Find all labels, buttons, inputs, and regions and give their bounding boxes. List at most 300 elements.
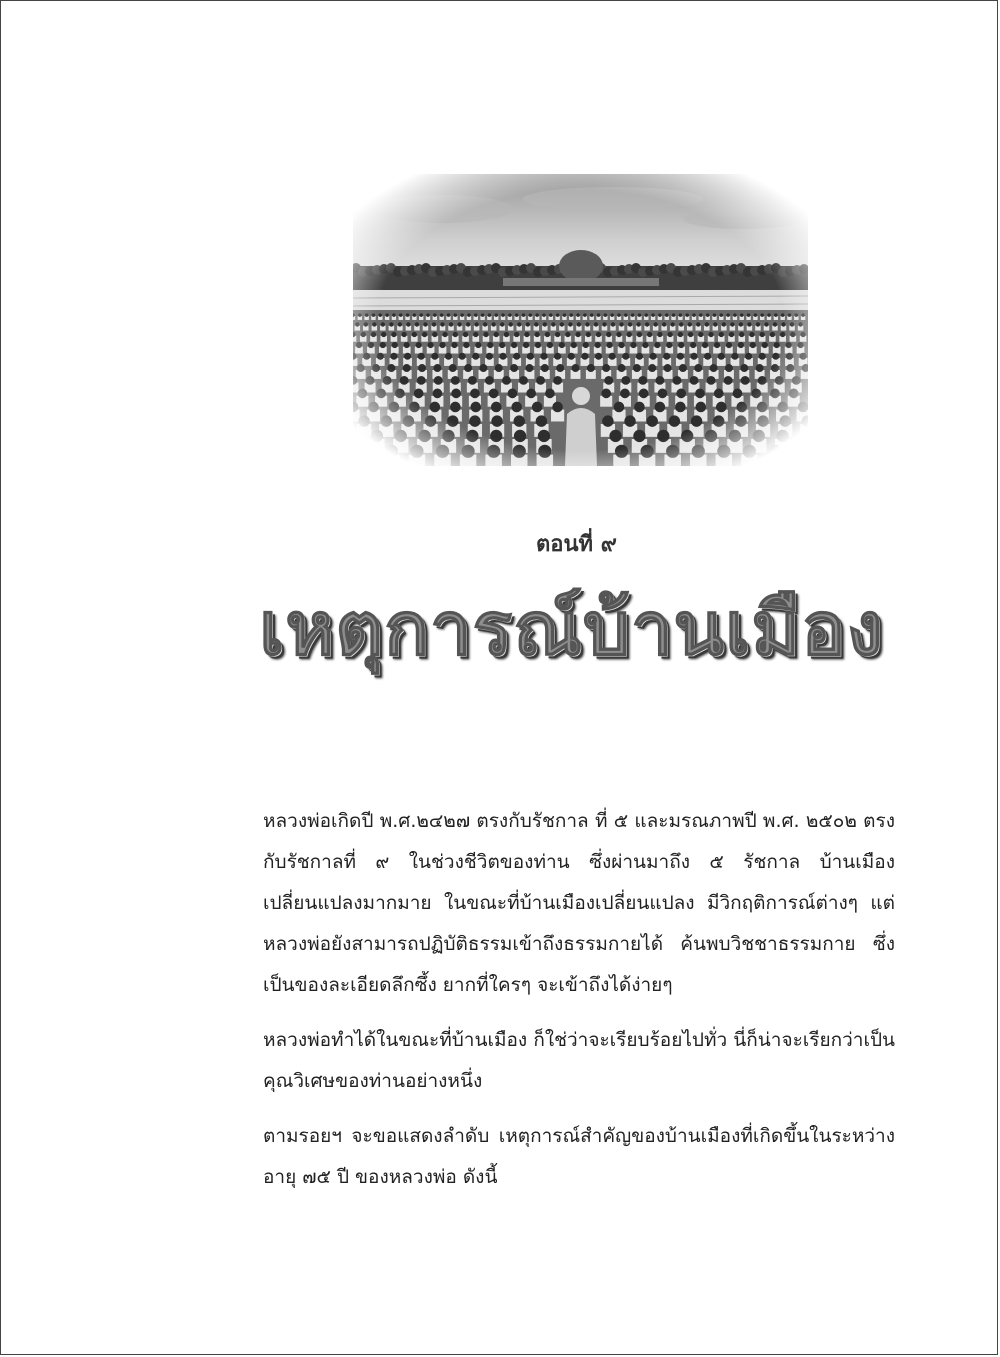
person-head: [398, 322, 402, 326]
person-head: [618, 342, 624, 348]
person-head: [577, 322, 581, 326]
person-head: [714, 389, 724, 399]
person-head: [743, 445, 756, 458]
person-head: [554, 353, 561, 360]
person-head: [665, 313, 669, 317]
person-head: [757, 415, 768, 426]
person-head: [371, 430, 383, 442]
person-head: [459, 353, 466, 360]
person-head: [756, 322, 760, 326]
person-head: [543, 322, 547, 326]
person-head: [514, 430, 526, 442]
person-head: [569, 313, 573, 317]
person-head: [768, 445, 781, 458]
person-head: [604, 313, 608, 317]
person-head: [568, 322, 572, 326]
person-head: [637, 332, 642, 337]
person-head: [449, 364, 457, 372]
person-head: [641, 445, 654, 458]
person-head: [730, 322, 734, 326]
person-head: [377, 353, 384, 360]
person-head: [371, 332, 376, 337]
chapter-label: ตอนที่ ๙: [536, 532, 617, 557]
person-head: [381, 322, 385, 326]
person-head: [614, 402, 625, 413]
person-head: [450, 402, 461, 413]
person-head: [726, 342, 732, 348]
person-head: [713, 313, 717, 317]
person-head: [772, 353, 779, 360]
person-head: [483, 322, 487, 326]
person-head: [681, 430, 693, 442]
person-head: [639, 389, 649, 399]
person-head: [657, 332, 662, 337]
person-head: [576, 313, 580, 317]
person-head: [741, 376, 750, 385]
person-head: [406, 322, 410, 326]
person-head: [461, 445, 474, 458]
person-head: [556, 364, 564, 372]
person-head: [602, 322, 606, 326]
person-head: [534, 322, 538, 326]
person-head: [406, 313, 410, 317]
person-head: [720, 313, 724, 317]
person-head: [645, 322, 649, 326]
person-head: [469, 415, 480, 426]
person-head: [422, 332, 427, 337]
person-head: [467, 313, 471, 317]
person-head: [466, 322, 470, 326]
person-head: [372, 322, 376, 326]
person-head: [760, 313, 764, 317]
person-head: [596, 332, 601, 337]
person-head: [513, 353, 520, 360]
person-head: [464, 364, 472, 372]
person-head: [470, 389, 480, 399]
person-head: [581, 353, 588, 360]
person-head: [704, 353, 711, 360]
person-head: [753, 430, 765, 442]
person-head: [519, 376, 528, 385]
person-head: [524, 332, 529, 337]
dome: [559, 250, 603, 282]
person-head: [410, 445, 423, 458]
paragraph-3: ตามรอยฯ จะขอแสดงลำดับ เหตุการณ์สำคัญของบ้านเมืองที่เกิดขึ้นในระหว่างอายุ ๗๕ ปี ของหลวงพ่อ ดังนี้: [263, 1125, 895, 1188]
person-head: [690, 342, 696, 348]
dome-base: [503, 278, 659, 286]
person-head: [453, 332, 458, 337]
person-head: [705, 322, 709, 326]
person-head: [433, 389, 443, 399]
person-head: [418, 430, 430, 442]
person-head: [634, 402, 645, 413]
person-head: [618, 364, 626, 372]
person-head: [440, 313, 444, 317]
person-head: [499, 342, 505, 348]
person-head: [488, 313, 492, 317]
person-head: [606, 332, 611, 337]
person-head: [555, 332, 560, 337]
person-head: [706, 313, 710, 317]
person-head: [491, 415, 502, 426]
person-head: [383, 376, 392, 385]
person-head: [474, 322, 478, 326]
person-head: [399, 313, 403, 317]
person-head: [696, 402, 707, 413]
person-head: [609, 430, 621, 442]
person-head: [485, 376, 494, 385]
person-head: [733, 389, 743, 399]
person-head: [717, 445, 730, 458]
person-head: [621, 376, 630, 385]
person-head: [705, 430, 717, 442]
person-head: [622, 353, 629, 360]
person-head: [387, 364, 395, 372]
person-head: [620, 389, 630, 399]
person-head: [585, 322, 589, 326]
person-head: [372, 313, 376, 317]
person-head: [586, 332, 591, 337]
person-head: [780, 332, 785, 337]
person-head: [542, 313, 546, 317]
person-head: [654, 342, 660, 348]
person-head: [587, 364, 595, 372]
person-head: [647, 332, 652, 337]
person-head: [547, 342, 553, 348]
person-head: [662, 322, 666, 326]
person-head: [610, 313, 614, 317]
person-head: [440, 322, 444, 326]
person-head: [487, 445, 500, 458]
person-head: [747, 313, 751, 317]
person-head: [688, 322, 692, 326]
person-head: [764, 322, 768, 326]
person-head: [436, 445, 449, 458]
person-head: [358, 313, 362, 317]
person-head: [736, 402, 747, 413]
person-head: [786, 364, 794, 372]
person-head: [414, 389, 424, 399]
person-head: [628, 322, 632, 326]
person-head: [760, 332, 765, 337]
person-head: [733, 313, 737, 317]
person-head: [738, 342, 744, 348]
person-head: [797, 342, 803, 348]
person-head: [536, 376, 545, 385]
person-head: [669, 415, 680, 426]
person-head: [729, 332, 734, 337]
person-head: [731, 353, 738, 360]
person-head: [447, 415, 458, 426]
person-head: [358, 389, 368, 399]
person-head: [535, 342, 541, 348]
person-head: [798, 402, 808, 413]
plaza: [353, 290, 808, 312]
person-head: [463, 332, 468, 337]
person-head: [648, 364, 656, 372]
person-head: [532, 402, 543, 413]
person-head: [583, 342, 589, 348]
person-head: [536, 415, 547, 426]
person-head: [590, 313, 594, 317]
person-head: [403, 415, 414, 426]
person-head: [657, 430, 669, 442]
person-head: [417, 376, 426, 385]
person-head: [526, 322, 530, 326]
person-head: [541, 364, 549, 372]
person-head: [615, 445, 628, 458]
person-head: [389, 402, 400, 413]
person-head: [770, 389, 780, 399]
person-head: [685, 313, 689, 317]
person-head: [795, 313, 799, 317]
person-head: [372, 364, 380, 372]
person-head: [774, 313, 778, 317]
person-head: [491, 322, 495, 326]
person-head: [364, 322, 368, 326]
person-head: [790, 332, 795, 337]
person-head: [463, 342, 469, 348]
person-head: [690, 376, 699, 385]
person-head: [479, 364, 487, 372]
person-head: [708, 332, 713, 337]
person-head: [560, 322, 564, 326]
person-head: [442, 332, 447, 337]
person-head: [707, 376, 716, 385]
person-head: [515, 313, 519, 317]
person-head: [789, 389, 799, 399]
photo-illustration: [353, 174, 808, 466]
person-head: [800, 353, 807, 360]
person-head: [619, 322, 623, 326]
person-head: [710, 364, 718, 372]
person-head: [379, 313, 383, 317]
person-head: [433, 313, 437, 317]
person-head: [607, 342, 613, 348]
person-head: [451, 389, 461, 399]
person-head: [779, 415, 790, 426]
person-head: [664, 364, 672, 372]
person-head: [781, 322, 785, 326]
person-head: [514, 332, 519, 337]
person-head: [545, 332, 550, 337]
person-head: [466, 430, 478, 442]
person-head: [694, 364, 702, 372]
person-head: [426, 313, 430, 317]
person-head: [754, 313, 758, 317]
person-head: [553, 376, 562, 385]
person-head: [679, 322, 683, 326]
person-head: [645, 313, 649, 317]
person-head: [631, 313, 635, 317]
person-head: [747, 322, 751, 326]
person-head: [663, 353, 670, 360]
person-head: [487, 342, 493, 348]
person-head: [526, 389, 536, 399]
body-text: [263, 801, 895, 1212]
person-head: [535, 313, 539, 317]
person-head: [457, 322, 461, 326]
person-head: [655, 402, 666, 413]
person-head: [722, 322, 726, 326]
person-head: [395, 430, 407, 442]
person-head: [418, 353, 425, 360]
person-head: [427, 342, 433, 348]
person-head: [483, 332, 488, 337]
chapter-title: เหตุการณ์บ้านเมือง: [259, 586, 884, 672]
person-head: [595, 353, 602, 360]
person-head: [719, 332, 724, 337]
person-head: [699, 313, 703, 317]
person-head: [658, 389, 668, 399]
person-head: [571, 342, 577, 348]
person-head: [380, 342, 386, 348]
person-head: [666, 342, 672, 348]
person-head: [638, 313, 642, 317]
person-head: [801, 313, 805, 317]
person-head: [486, 353, 493, 360]
person-head: [670, 322, 674, 326]
person-head: [759, 353, 766, 360]
person-head: [545, 389, 555, 399]
person-head: [792, 376, 801, 385]
person-head: [729, 430, 741, 442]
person-head: [355, 322, 359, 326]
person-head: [391, 332, 396, 337]
person-head: [770, 332, 775, 337]
person-head: [691, 415, 702, 426]
person-head: [474, 313, 478, 317]
person-head: [385, 445, 398, 458]
person-head: [473, 332, 478, 337]
person-head: [449, 322, 453, 326]
person-head: [415, 322, 419, 326]
person-head: [490, 430, 502, 442]
person-head: [514, 415, 525, 426]
person-head: [549, 313, 553, 317]
person-head: [423, 322, 427, 326]
person-head: [749, 332, 754, 337]
person-head: [636, 322, 640, 326]
paragraph-2: หลวงพ่อทำได้ในขณะที่บ้านเมือง ก็ใช่ว่าจะเรียบร้อยไปทั่ว นี่ก็น่าจะเรียกว่าเป็นคุณวิเศษของท่านอย่างหนึ่ง: [263, 1029, 895, 1092]
person-head: [357, 364, 365, 372]
person-head: [535, 332, 540, 337]
person-head: [445, 353, 452, 360]
person-head: [470, 402, 481, 413]
person-head: [800, 332, 805, 337]
person-head: [713, 415, 724, 426]
person-head: [672, 313, 676, 317]
person-head: [509, 322, 513, 326]
person-head: [745, 353, 752, 360]
person-head: [460, 313, 464, 317]
person-head: [413, 313, 417, 317]
person-head: [442, 430, 454, 442]
person-head: [568, 353, 575, 360]
person-head: [656, 376, 665, 385]
person-head: [651, 313, 655, 317]
person-head: [358, 415, 369, 426]
person-head: [403, 364, 411, 372]
person-head: [713, 322, 717, 326]
person-head: [365, 313, 369, 317]
person-head: [572, 364, 580, 372]
person-head: [439, 342, 445, 348]
person-head: [675, 402, 686, 413]
person-head: [540, 353, 547, 360]
person-head: [425, 415, 436, 426]
person-head: [678, 332, 683, 337]
person-head: [790, 322, 794, 326]
person-head: [468, 376, 477, 385]
person-head: [513, 445, 526, 458]
person-head: [454, 313, 458, 317]
person-head: [757, 402, 768, 413]
person-head: [510, 364, 518, 372]
person-head: [788, 313, 792, 317]
person-head: [696, 322, 700, 326]
person-head: [751, 389, 761, 399]
person-head: [678, 342, 684, 348]
person-head: [431, 353, 438, 360]
person-head: [777, 430, 789, 442]
person-head: [508, 313, 512, 317]
person-head: [794, 445, 807, 458]
person-head: [368, 342, 374, 348]
person-head: [740, 364, 748, 372]
person-head: [472, 353, 479, 360]
person-head: [511, 342, 517, 348]
person-head: [565, 332, 570, 337]
person-head: [758, 376, 767, 385]
person-head: [786, 342, 792, 348]
person-head: [762, 342, 768, 348]
person-head: [434, 376, 443, 385]
person-head: [395, 389, 405, 399]
person-head: [404, 353, 411, 360]
person-head: [527, 353, 534, 360]
person-head: [559, 342, 565, 348]
person-head: [667, 332, 672, 337]
person-head: [390, 353, 397, 360]
person-head: [716, 402, 727, 413]
person-head: [418, 364, 426, 372]
person-head: [638, 376, 647, 385]
person-head: [718, 353, 725, 360]
person-head: [538, 445, 551, 458]
person-head: [392, 313, 396, 317]
person-head: [773, 322, 777, 326]
person-head: [714, 342, 720, 348]
person-head: [451, 376, 460, 385]
person-head: [500, 322, 504, 326]
person-head: [432, 332, 437, 337]
person-head: [775, 376, 784, 385]
person-head: [522, 313, 526, 317]
person-head: [617, 313, 621, 317]
person-head: [359, 445, 372, 458]
person-head: [363, 353, 370, 360]
person-head: [653, 322, 657, 326]
person-head: [735, 415, 746, 426]
person-head: [556, 313, 560, 317]
person-head: [633, 364, 641, 372]
person-head: [356, 342, 362, 348]
person-head: [679, 364, 687, 372]
person-head: [392, 342, 398, 348]
person-head: [529, 313, 533, 317]
person-head: [739, 332, 744, 337]
